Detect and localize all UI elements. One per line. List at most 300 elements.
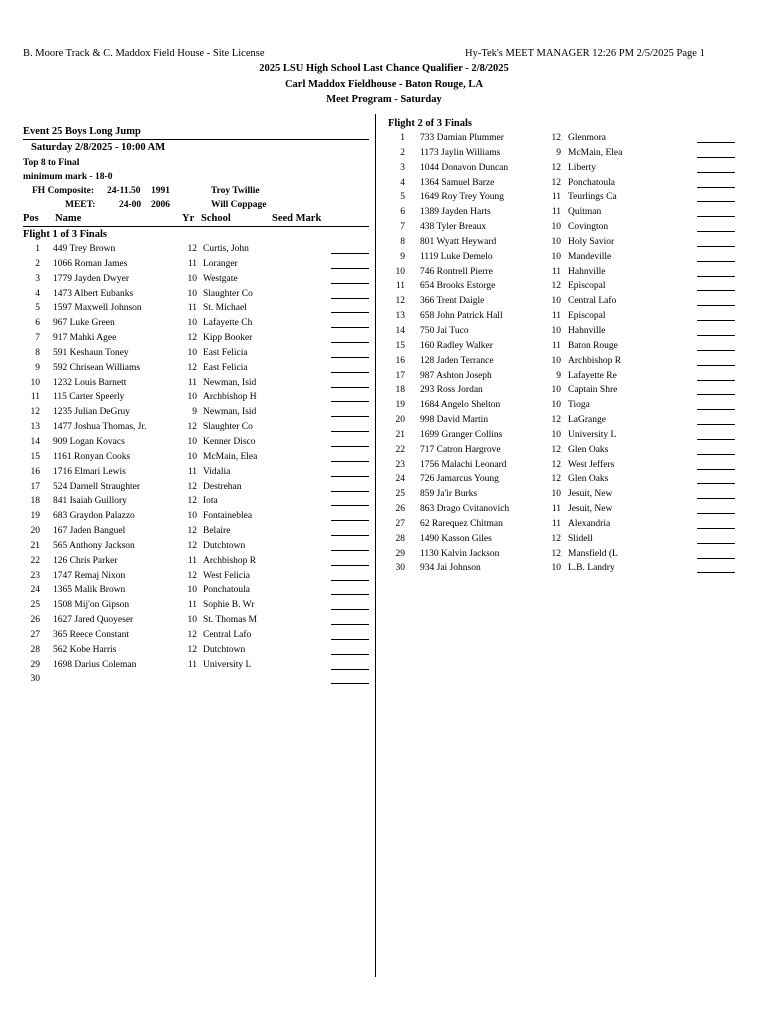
entry-school: Mandeville [568,251,612,262]
entry-position: 1 [400,133,405,143]
entry-year: 10 [187,318,197,329]
entry-row [23,435,369,450]
entry-row [388,235,736,250]
entry-position: 3 [35,273,40,284]
seed-mark-blank [331,257,369,269]
column-headers [23,212,369,226]
entry-school: Quitman [568,207,602,218]
entry-athlete: 967 Luke Green [53,318,115,329]
entry-row [23,598,369,613]
column-divider [375,114,376,977]
entry-athlete: 1747 Remaj Nixon [53,570,126,581]
entry-position: 7 [35,333,40,344]
entry-year: 10 [187,451,197,462]
record-year: 1991 [151,186,170,196]
entry-school: Jesuit, New [568,489,613,500]
entry-year: 9 [192,407,197,418]
entry-row [23,658,369,673]
seed-mark-blank [697,294,735,306]
seed-mark-blank [697,176,735,188]
entry-row [23,569,369,584]
entry-position: 8 [400,236,405,247]
entry-school: Central Lafo [568,296,617,307]
seed-mark-blank [331,420,369,432]
flight-title: Flight 2 of 3 Finals [388,118,473,129]
entry-position: 26 [395,504,405,515]
entry-position: 7 [400,222,405,233]
entry-position: 25 [395,489,405,500]
seed-mark-blank [331,643,369,655]
column-header-pos: Pos [23,213,39,224]
entry-athlete: 683 Graydon Palazzo [53,511,135,522]
entry-row [388,398,736,413]
event-minimum-mark: minimum mark - 18-0 [23,172,113,182]
entry-school: Belaire [203,526,231,537]
entry-athlete: 801 Wyatt Heyward [420,236,497,247]
entry-school: Episcopal [568,281,606,292]
column-header-school: School [201,213,231,224]
record-year: 2006 [151,200,170,210]
entry-athlete: 128 Jaden Terrance [420,355,494,366]
entry-row [388,339,736,354]
seed-mark-blank [697,279,735,291]
entry-athlete: 746 Rontrell Pierre [420,266,493,277]
entry-year: 12 [187,570,197,581]
seed-mark-blank [331,524,369,536]
entry-row [23,331,369,346]
entry-school: East Felicia [203,362,248,373]
seed-mark-blank [697,517,735,529]
entry-year: 11 [551,311,561,322]
entry-year: 11 [551,192,561,203]
entry-year: 12 [187,540,197,551]
seed-mark-blank [331,613,369,625]
entry-year: 12 [187,333,197,344]
entry-year: 12 [551,548,561,559]
entry-year: 12 [551,133,561,143]
entry-year: 11 [187,659,197,670]
seed-mark-blank [697,398,735,410]
entry-school: Hahnville [568,325,606,336]
entry-year: 10 [551,325,561,336]
entry-school: Episcopal [568,311,606,322]
entry-row [388,428,736,443]
entry-school: East Felicia [203,347,248,358]
entry-row [388,176,736,191]
entry-position: 13 [395,311,405,322]
seed-mark-blank [697,472,735,484]
entry-school: Lafayette Re [568,370,617,381]
meet-title: 2025 LSU High School Last Chance Qualifier - 2/8/2025 [259,63,509,74]
entry-athlete: 726 Jamarcus Young [420,474,499,485]
entry-school: Vidalia [203,466,231,477]
entry-year: 12 [187,422,197,433]
event-date: Saturday 2/8/2025 - 10:00 AM [31,142,166,153]
entry-year: 10 [551,489,561,500]
entry-position: 4 [400,177,405,188]
entry-athlete: 1716 Elmari Lewis [53,466,126,477]
seed-mark-blank [697,502,735,514]
entry-year: 10 [551,355,561,366]
entry-school: Slaughter Co [203,422,253,433]
entry-year: 11 [187,303,197,314]
entry-athlete: 987 Ashton Joseph [420,370,492,381]
entry-row [23,450,369,465]
record-line [23,198,369,212]
entry-position: 28 [30,644,40,655]
entry-year: 10 [551,296,561,307]
seed-mark-blank [331,301,369,313]
seed-mark-blank [697,146,735,158]
entry-year: 10 [551,236,561,247]
entry-year: 10 [187,347,197,358]
seed-mark-blank [331,554,369,566]
entry-athlete: 126 Chris Parker [53,555,118,566]
seed-mark-blank [697,309,735,321]
record-line [23,184,369,198]
entry-school: Central Lafo [203,629,252,640]
entry-school: Glen Oaks [568,444,609,455]
entry-position: 16 [395,355,405,366]
entry-row [388,443,736,458]
entry-row [388,324,736,339]
entry-athlete: 1649 Roy Trey Young [420,192,504,203]
entry-position: 29 [30,659,40,670]
entry-row [388,472,736,487]
entry-year: 10 [187,392,197,403]
entry-position: 24 [395,474,405,485]
entry-athlete: 1779 Jayden Dwyer [53,273,129,284]
entry-position: 20 [395,415,405,426]
entry-row [388,561,736,576]
seed-mark-blank [331,287,369,299]
entry-year: 11 [187,377,197,388]
entry-school: Mansfield (L [568,548,618,559]
entry-row [388,220,736,235]
entry-row [388,146,736,161]
entry-athlete: 1066 Roman James [53,258,128,269]
meet-program-title: Meet Program - Saturday [326,94,442,105]
seed-mark-blank [697,443,735,455]
entry-position: 1 [35,244,40,254]
seed-mark-blank [331,316,369,328]
entry-position: 11 [30,392,40,403]
entry-position: 27 [395,518,405,529]
entry-school: Fontaineblea [203,511,253,522]
entry-row [23,628,369,643]
entry-school: Tioga [568,400,590,411]
entry-year: 11 [551,504,561,515]
right-column [388,116,736,576]
event-title: Event 25 Boys Long Jump [23,126,141,137]
seed-mark-blank [697,532,735,544]
seed-mark-blank [697,265,735,277]
left-column [23,125,369,687]
entry-year: 11 [551,266,561,277]
entry-year: 9 [556,370,561,381]
entry-position: 23 [30,570,40,581]
seed-mark-blank [331,465,369,477]
entry-year: 10 [551,429,561,440]
entry-row [23,509,369,524]
entry-athlete: 365 Reece Constant [53,629,129,640]
entry-year: 12 [551,162,561,173]
entry-athlete: 1389 Jayden Harts [420,207,491,218]
entry-position: 9 [35,362,40,373]
entry-row [23,494,369,509]
entry-year: 12 [551,177,561,188]
header-software-timestamp: Hy-Tek's MEET MANAGER 12:26 PM 2/5/2025 Page 1 [465,48,705,59]
entry-school: Ponchatoula [568,177,615,188]
seed-mark-blank [697,190,735,202]
seed-mark-blank [697,383,735,395]
entry-school: Baton Rouge [568,340,618,351]
entry-athlete: 717 Catron Hargrove [420,444,501,455]
seed-mark-blank [331,480,369,492]
entry-school: Holy Savior [568,236,615,247]
record-label: FH Composite: [32,186,95,196]
entry-school: Jesuit, New [568,504,613,515]
seed-mark-blank [697,339,735,351]
entry-year: 11 [187,258,197,269]
entry-school: University L [203,659,252,670]
entry-position: 4 [35,288,40,299]
entry-row [23,390,369,405]
entry-row [23,583,369,598]
record-holder: Troy Twillie [211,186,260,196]
entry-row [23,524,369,539]
entry-athlete: 1477 Joshua Thomas, Jr. [53,422,147,433]
seed-mark-blank [697,250,735,262]
entry-position: 15 [30,451,40,462]
entry-year: 9 [556,147,561,158]
entry-school: Sophie B. Wr [203,600,255,611]
column-header-yr: Yr [182,213,195,224]
entry-row [388,517,736,532]
entry-position: 22 [30,555,40,566]
entry-school: Lafayette Ch [203,318,253,329]
seed-mark-blank [331,628,369,640]
entry-school: Ponchatoula [203,585,250,596]
entry-school: LaGrange [568,415,606,426]
entry-athlete: 1130 Kalvin Jackson [420,548,500,559]
entry-school: Iota [203,496,218,507]
entry-position: 22 [395,444,405,455]
entry-year: 10 [551,385,561,396]
entry-row [23,257,369,272]
entry-school: Hahnville [568,266,606,277]
entry-row [23,672,369,687]
entry-position: 19 [395,400,405,411]
entry-row [23,301,369,316]
entry-position: 24 [30,585,40,596]
entry-row [23,480,369,495]
entry-school: Archbishop R [568,355,622,366]
seed-mark-blank [331,450,369,462]
entry-athlete: 449 Trey Brown [53,244,116,254]
entry-position: 5 [35,303,40,314]
entry-row [388,532,736,547]
column-header-seed-mark: Seed Mark [272,213,322,224]
entry-position: 6 [35,318,40,329]
seed-mark-blank [331,539,369,551]
entry-year: 12 [187,496,197,507]
entry-position: 6 [400,207,405,218]
entry-position: 15 [395,340,405,351]
entry-athlete: 115 Carter Speerly [53,392,125,403]
entry-year: 11 [551,340,561,351]
entry-row [23,361,369,376]
entry-year: 11 [551,207,561,218]
entry-year: 10 [551,563,561,574]
entry-athlete: 167 Jaden Banguel [53,526,126,537]
entry-position: 5 [400,192,405,203]
entry-athlete: 1756 Malachi Leonard [420,459,507,470]
entry-school: Slidell [568,533,593,544]
entry-athlete: 565 Anthony Jackson [53,540,135,551]
entry-position: 9 [400,251,405,262]
seed-mark-blank [331,658,369,670]
seed-mark-blank [331,242,369,254]
entry-athlete: 1232 Louis Barnett [53,377,127,388]
entry-athlete: 1473 Albert Eubanks [53,288,134,299]
entry-athlete: 934 Jai Johnson [420,563,481,574]
entry-year: 12 [187,481,197,492]
entry-athlete: 658 John Patrick Hall [420,311,503,322]
header-site-license: B. Moore Track & C. Maddox Field House - Site License [23,48,265,59]
record-label: MEET: [65,200,96,210]
entry-school: Captain Shre [568,385,618,396]
entry-year: 10 [187,436,197,447]
entry-school: Teurlings Ca [568,192,617,203]
entry-athlete: 1684 Angelo Shelton [420,400,501,411]
entry-athlete: 909 Logan Kovacs [53,436,125,447]
seed-mark-blank [331,390,369,402]
entry-athlete: 1119 Luke Demelo [420,251,493,262]
entry-row [23,405,369,420]
entry-year: 12 [187,362,197,373]
entry-school: University L [568,429,617,440]
entry-year: 10 [187,288,197,299]
entry-school: Dutchtown [203,540,246,551]
entry-school: Dutchtown [203,644,246,655]
entry-school: Archbishop R [203,555,257,566]
entry-year: 12 [187,526,197,537]
flight-2-entries [388,131,736,576]
entry-year: 10 [187,511,197,522]
entry-school: Destrehan [203,481,242,492]
seed-mark-blank [331,494,369,506]
entry-school: McMain, Elea [568,147,623,158]
seed-mark-blank [331,331,369,343]
seed-mark-blank [331,376,369,388]
entry-row [23,554,369,569]
entry-row [388,250,736,265]
record-mark: 24-11.50 [107,186,141,196]
entry-row [23,287,369,302]
entry-position: 10 [395,266,405,277]
seed-mark-blank [697,354,735,366]
seed-mark-blank [331,598,369,610]
entry-school: Westgate [203,273,238,284]
entry-athlete: 998 David Martin [420,415,489,426]
entry-row [23,346,369,361]
entry-position: 18 [30,496,40,507]
entry-athlete: 293 Ross Jordan [420,385,483,396]
entry-school: St. Thomas M [203,615,257,626]
meet-venue: Carl Maddox Fieldhouse - Baton Rouge, LA [284,79,484,90]
entry-row [23,613,369,628]
entry-position: 10 [30,377,40,388]
entry-year: 10 [551,400,561,411]
entry-position: 27 [30,629,40,640]
entry-school: West Felicia [203,570,250,581]
entry-year: 10 [187,615,197,626]
entry-position: 8 [35,347,40,358]
entry-athlete: 592 Chrisean Williams [53,362,141,373]
entry-athlete: 1597 Maxwell Johnson [53,303,142,314]
entry-school: St. Michael [203,303,247,314]
entry-row [388,161,736,176]
entry-row [388,265,736,280]
entry-position: 28 [395,533,405,544]
seed-mark-blank [331,672,369,684]
seed-mark-blank [697,547,735,559]
entry-position: 13 [30,422,40,433]
entry-position: 2 [35,258,40,269]
entry-athlete: 160 Radley Walker [420,340,493,351]
entry-athlete: 438 Tyler Breaux [420,222,487,233]
entry-athlete: 366 Trent Daigle [420,296,485,307]
entry-athlete: 1698 Darius Coleman [53,659,137,670]
seed-mark-blank [331,569,369,581]
entry-position: 19 [30,511,40,522]
entry-year: 12 [551,474,561,485]
entry-year: 12 [551,533,561,544]
entry-position: 26 [30,615,40,626]
entry-position: 17 [30,481,40,492]
entry-year: 11 [551,518,561,529]
seed-mark-blank [697,205,735,217]
record-mark: 24-00 [119,200,142,210]
entry-athlete: 1364 Samuel Barze [420,177,495,188]
entry-year: 10 [187,585,197,596]
entry-athlete: 1699 Granger Collins [420,429,503,440]
entry-row [23,272,369,287]
entry-row [388,383,736,398]
entry-school: Archbishop H [203,392,257,403]
entry-year: 11 [187,466,197,477]
entry-row [388,354,736,369]
entry-position: 12 [395,296,405,307]
entry-row [388,502,736,517]
entry-position: 3 [400,162,405,173]
entry-row [388,190,736,205]
entry-position: 16 [30,466,40,477]
entry-school: Loranger [203,258,238,269]
entry-year: 10 [551,251,561,262]
entry-school: Curtis, John [203,244,249,254]
entry-athlete: 62 Rarequez Chitman [420,518,503,529]
entry-year: 12 [187,629,197,640]
entry-athlete: 750 Jai Tuco [420,325,469,336]
flight-1-entries [23,242,369,687]
flight-title: Flight 1 of 3 Finals [23,229,108,240]
seed-mark-blank [331,435,369,447]
entry-position: 21 [30,540,40,551]
entry-year: 12 [187,644,197,655]
entry-row [23,242,369,257]
